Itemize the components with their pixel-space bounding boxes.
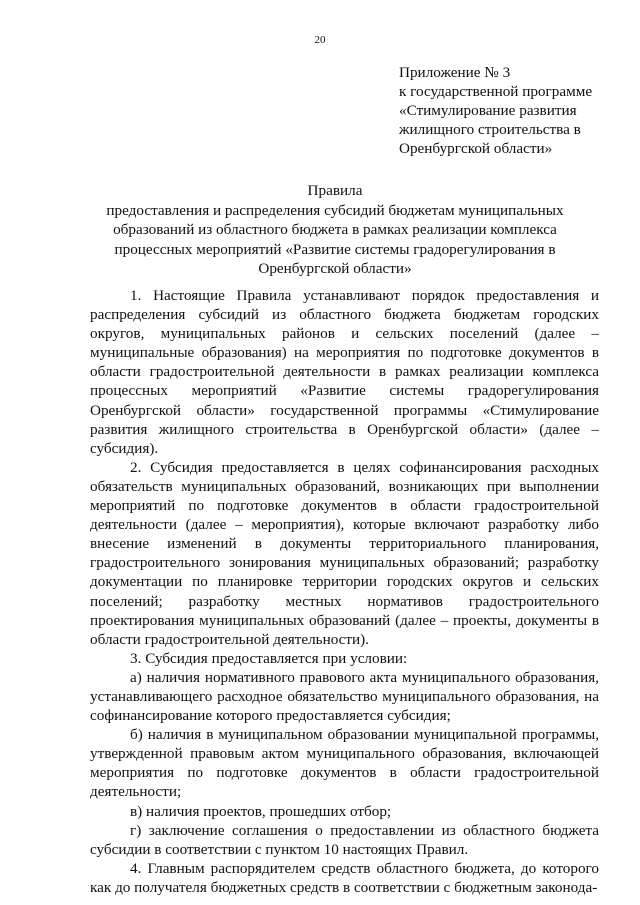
title-line: процессных мероприятий «Развитие системы градорегулирования в (114, 240, 556, 258)
document-title (90, 181, 580, 279)
paragraph-3c: в) наличия проектов, прошедших отбор; (130, 802, 392, 820)
appendix-line: жилищного строительства в (399, 121, 581, 138)
title-heading: Правила (307, 182, 363, 199)
paragraph-3d: г) заключение соглашения о предоставлении из областного бюджета субсидии в соответствии с пунктом 10 настоящих Правил. (90, 821, 599, 858)
paragraph-3a: а) наличия нормативного правового акта муниципального образования, устанавливающего расходное обязательство муниципального образования, на софинансирование которого предоставляется субсидия; (90, 668, 599, 725)
appendix-line: к государственной программе (399, 83, 593, 100)
title-line: предоставления и распределения субсидий бюджетам муниципальных (106, 201, 564, 219)
title-line: Оренбургской области» (258, 260, 412, 277)
paragraph-4: 4. Главным распорядителем средств областного бюджета, до которого как до получателя бюджетных средств в соответствии с бюджетным законода- (90, 859, 599, 896)
document-body (90, 286, 599, 897)
appendix-line: Оренбургской области» (399, 140, 553, 157)
appendix-heading (399, 63, 635, 158)
paragraph-2: 2. Субсидия предоставляется в целях софинансирования расходных обязательств муниципальных образований, возникающих при выполнении мероприятий по подготовке документов в области градостроительной деятельности (далее – мероприятия), которые включают разработку либо внесение изменений в документы территориального планирования, градостроительного зонирования муниципальных образований; разработку документации по планировке территории городских округов и сельских поселений; разработку местных нормативов градостроительного проектирования муниципальных образований (далее – проекты, документы в области градостроительной деятельности). (90, 458, 599, 648)
paragraph-1: 1. Настоящие Правила устанавливают порядок предоставления и распределения субсидий из областного бюджета бюджетам городских округов, муниципальных районов и сельских поселений (далее – муниципальные образования) на мероприятия по подготовке документов в области градостроительной деятельности в рамках реализации комплекса процессных мероприятий «Развитие системы градорегулирования Оренбургской области» государственной программы «Стимулирование развития жилищного строительства в Оренбургской области» (далее – субсидия). (90, 287, 599, 457)
paragraph-3: 3. Субсидия предоставляется при условии: (130, 649, 408, 667)
title-line: образований из областного бюджета в рамках реализации комплекса (113, 221, 557, 238)
appendix-line: «Стимулирование развития (399, 102, 577, 119)
appendix-line: Приложение № 3 (399, 64, 511, 81)
page-number: 20 (314, 34, 326, 46)
paragraph-3b: б) наличия в муниципальном образовании муниципальной программы, утвержденной правовым актом муниципального образования, включающей мероприятия по подготовке документов в области градостроительной деятельности; (90, 726, 599, 801)
